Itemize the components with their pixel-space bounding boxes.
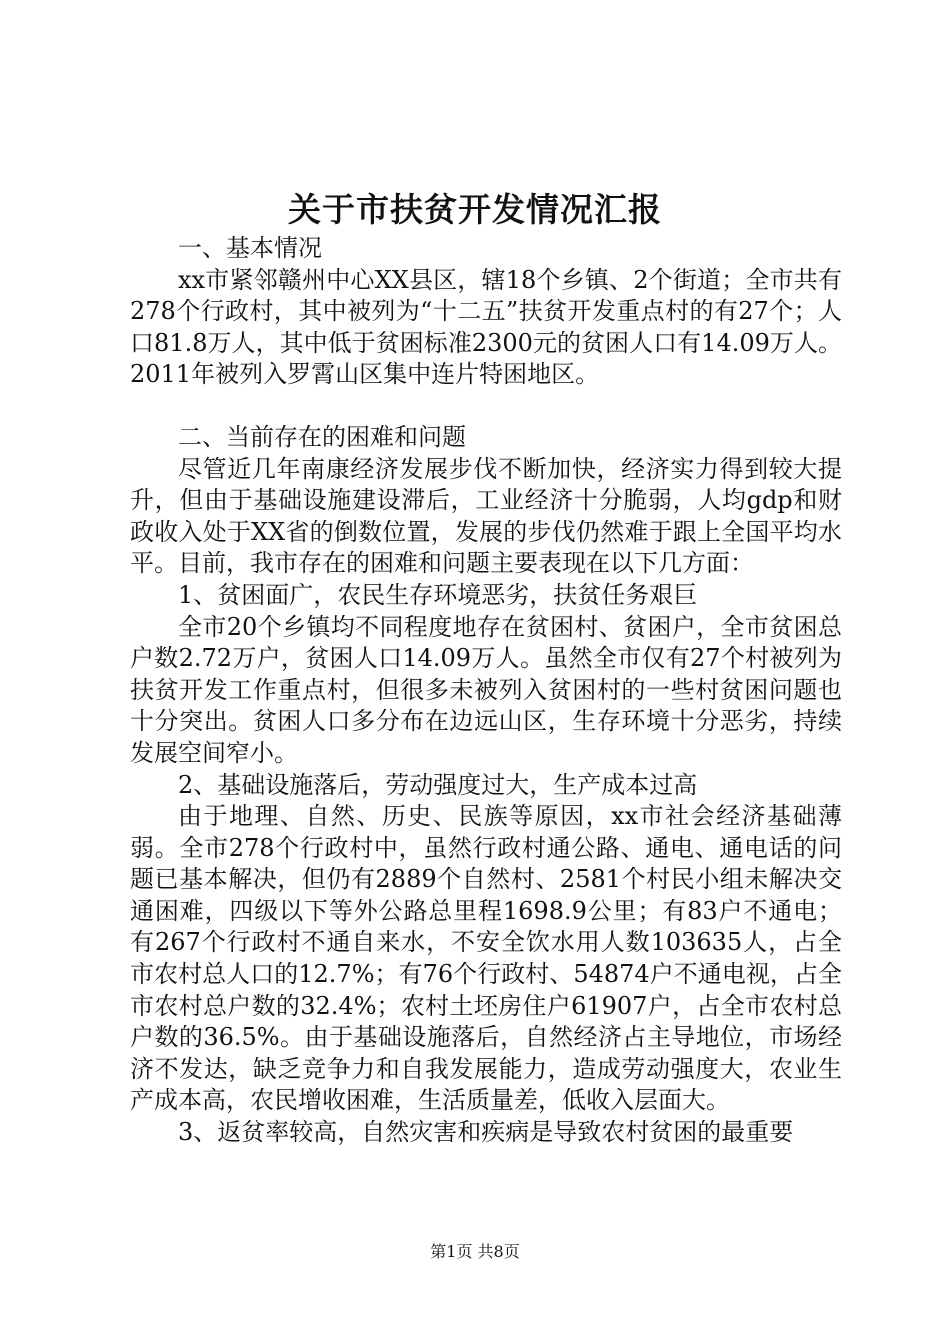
section-heading-basic: 一、基本情况 — [178, 234, 322, 262]
subsection-heading-2: 2、基础设施落后，劳动强度过大，生产成本过高 — [178, 770, 698, 799]
subsection-heading-3: 3、返贫率较高，自然灾害和疾病是导致农村贫困的最重要 — [178, 1118, 794, 1147]
document-title: 关于市扶贫开发情况汇报 — [288, 190, 662, 229]
section-heading-problems: 二、当前存在的困难和问题 — [178, 422, 466, 451]
section-paragraph-basic: xx市紧邻赣州中心XX县区，辖18个乡镇、2个街道；全市共有278个行政村，其中被列为“十二五”扶贫开发重点村的有27个；人口81.8万人，其中低于贫困标准2300元的贫困人口有14.09万人。2011年被列入罗霄山区集中连片特困地区。 — [130, 265, 842, 389]
subsection-paragraph-1: 全市20个乡镇均不同程度地存在贫困村、贫困户，全市贫困总户数2.72万户，贫困人口14.09万人。虽然全市仅有27个村被列为扶贫开发工作重点村，但很多未被列入贫困村的一些村贫困问题也十分突出。贫困人口多分布在边远山区，生存环境十分恶劣，持续发展空间窄小。 — [130, 612, 842, 767]
section-paragraph-problems: 尽管近几年南康经济发展步伐不断加快，经济实力得到较大提升，但由于基础设施建设滞后，工业经济十分脆弱，人均gdp和财政收入处于XX省的倒数位置，发展的步伐仍然难于跟上全国平均水平。目前，我市存在的困难和问题主要表现在以下几方面： — [130, 454, 842, 578]
subsection-heading-1: 1、贫困面广，农民生存环境恶劣，扶贫任务艰巨 — [178, 580, 698, 609]
page-footer: 第1页 共8页 — [430, 1242, 520, 1261]
document-body — [130, 233, 842, 1149]
subsection-paragraph-2: 由于地理、自然、历史、民族等原因，xx市社会经济基础薄弱。全市278个行政村中，虽然行政村通公路、通电、通电话的问题已基本解决，但仍有2889个自然村、2581个村民小组未解决交通困难，四级以下等外公路总里程1698.9公里；有83户不通电；有267个行政村不通自来水，不安全饮水用人数103635人，占全市农村总人口的12.7%；有76个行政村、54874户不通电视，占全市农村总户数的32.4%；农村土坯房住户61907户，占全市农村总户数的36.5%。由于基础设施落后，自然经济占主导地位，市场经济不发达，缺乏竞争力和自我发展能力，造成劳动强度大，农业生产成本高，农民增收困难，生活质量差，低收入层面大。 — [130, 802, 842, 1115]
